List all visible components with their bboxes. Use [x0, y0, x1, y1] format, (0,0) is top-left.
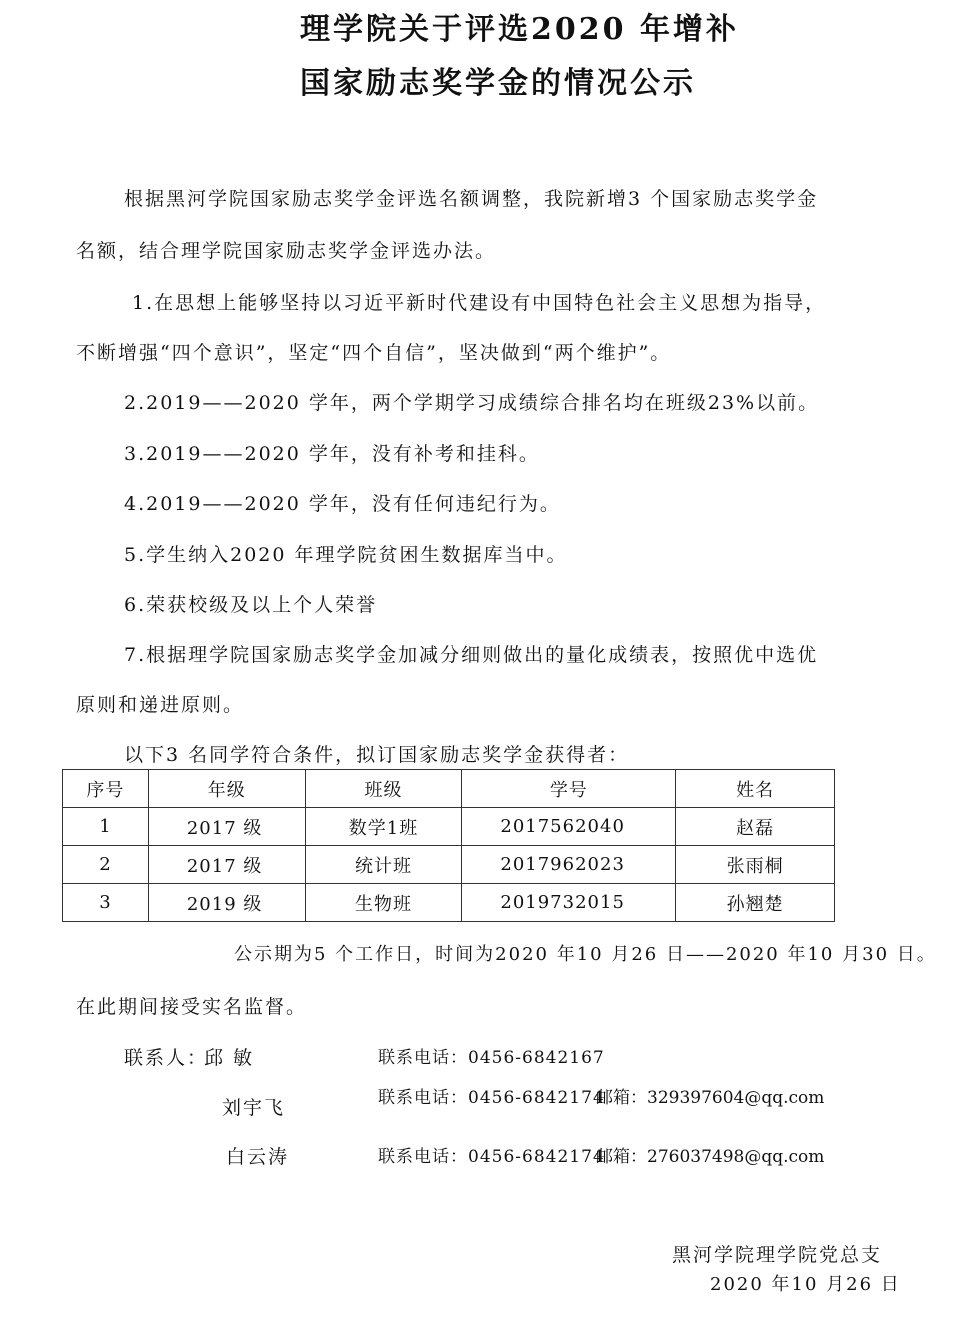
notice-line1: 公示期为5 个工作日，时间为2020 年10 月26 日——2020 年10 月30 日。: [234, 944, 937, 965]
contact-name: 刘宇飞: [222, 1097, 286, 1119]
criterion-1-line1: 1.在思想上能够坚持以习近平新时代建设有中国特色社会主义思想为指导，: [132, 292, 827, 314]
cell-class: 统计班: [305, 846, 462, 884]
table-intro: 以下3 名同学符合条件，拟订国家励志奖学金获得者：: [124, 744, 630, 766]
criterion-4: 4.2019——2020 学年，没有任何违纪行为。: [124, 493, 561, 515]
contact-phone: 联系电话：0456-6842167: [378, 1048, 605, 1068]
criterion-3: 3.2019——2020 学年，没有补考和挂科。: [124, 443, 540, 465]
cell-grade: 2017 级: [148, 846, 305, 884]
criterion-7-line1: 7.根据理学院国家励志奖学金加减分细则做出的量化成绩表，按照优中选优: [124, 644, 819, 666]
cell-name: 张雨桐: [676, 846, 835, 884]
cell-student-id: 2017562040: [462, 808, 676, 846]
document-title-line2: 国家励志奖学金的情况公示: [300, 66, 696, 101]
header-class: 班级: [305, 770, 462, 808]
table-row: [63, 884, 835, 922]
table-row: [63, 846, 835, 884]
criterion-2: 2.2019——2020 学年，两个学期学习成绩综合排名均在班级23%以前。: [124, 392, 820, 414]
contact-email[interactable]: 邮箱：276037498@qq.com: [596, 1147, 825, 1167]
contact-phone: 联系电话：0456-6842174: [378, 1147, 605, 1167]
cell-grade: 2019 级: [148, 884, 305, 922]
cell-index: 3: [63, 884, 149, 922]
header-name: 姓名: [676, 770, 835, 808]
awardee-table: [62, 769, 835, 922]
cell-class: 数学1班: [305, 808, 462, 846]
cell-student-id: 2019732015: [462, 884, 676, 922]
contacts-label: 联系人：: [124, 1047, 209, 1069]
contact-name: 邱 敏: [204, 1047, 255, 1069]
contact-email[interactable]: 邮箱：329397604@qq.com: [596, 1088, 825, 1108]
cell-student-id: 2017962023: [462, 846, 676, 884]
contact-name: 白云涛: [226, 1146, 290, 1168]
notice-line2: 在此期间接受实名监督。: [76, 996, 308, 1018]
cell-class: 生物班: [305, 884, 462, 922]
header-index: 序号: [63, 770, 149, 808]
table-row: [63, 808, 835, 846]
signature-date: 2020 年10 月26 日: [710, 1274, 901, 1295]
criterion-6: 6.荣获校级及以上个人荣誉: [124, 594, 378, 616]
table-header-row: [63, 770, 835, 808]
criterion-1-line2: 不断增强“四个意识”，坚定“四个自信”，坚决做到“两个维护”。: [76, 342, 672, 364]
cell-name: 孙翘楚: [676, 884, 835, 922]
intro-line1: 根据黑河学院国家励志奖学金评选名额调整，我院新增3 个国家励志奖学金: [124, 188, 819, 210]
header-grade: 年级: [148, 770, 305, 808]
header-student-id: 学号: [462, 770, 676, 808]
cell-grade: 2017 级: [148, 808, 305, 846]
cell-name: 赵磊: [676, 808, 835, 846]
cell-index: 1: [63, 808, 149, 846]
contact-phone: 联系电话：0456-6842174: [378, 1088, 605, 1108]
document-title-line1: 理学院关于评选2020 年增补: [300, 12, 739, 47]
signature-org: 黑河学院理学院党总支: [672, 1244, 883, 1266]
criterion-7-line2: 原则和递进原则。: [76, 694, 245, 716]
cell-index: 2: [63, 846, 149, 884]
criterion-5: 5.学生纳入2020 年理学院贫困生数据库当中。: [124, 544, 568, 566]
intro-line2: 名额，结合理学院国家励志奖学金评选办法。: [76, 240, 497, 262]
